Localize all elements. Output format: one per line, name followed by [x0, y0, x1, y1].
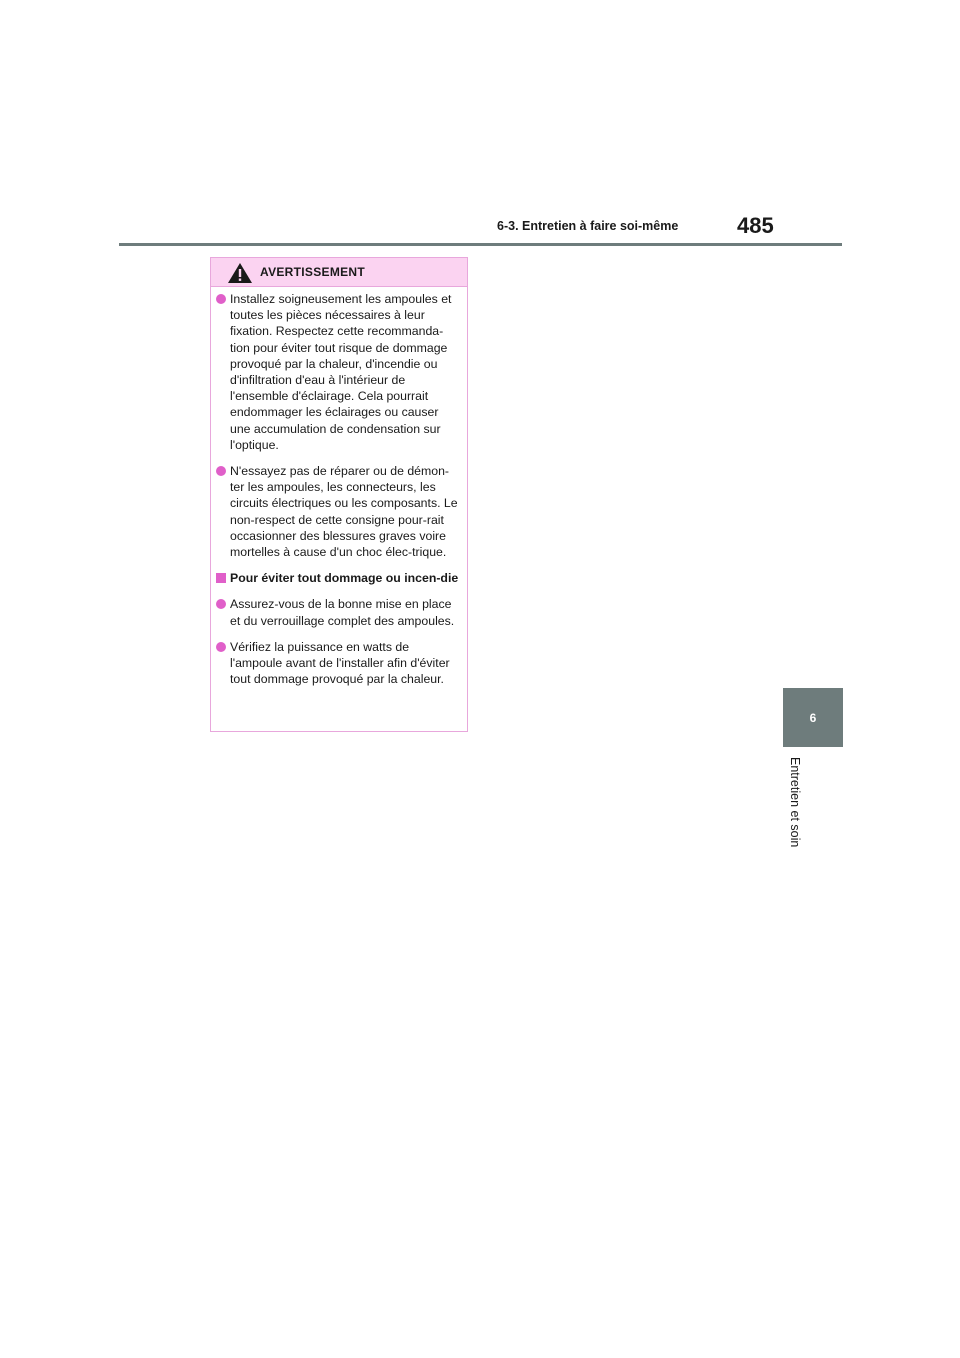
warning-title: AVERTISSEMENT	[260, 265, 366, 279]
bullet-icon	[216, 294, 226, 304]
list-item-text: Vérifiez la puissance en watts de l'ampoule avant de l'installer afin d'éviter tout dommage provoqué par la chaleur.	[230, 639, 450, 687]
warning-header	[211, 258, 467, 287]
page-number: 485	[737, 213, 774, 238]
list-item-text: Assurez-vous de la bonne mise en place et du verrouillage complet des ampoules.	[230, 597, 455, 628]
list-item	[215, 639, 459, 688]
list-item-text: N'essayez pas de réparer ou de démon-ter les ampoules, les connecteurs, les circuits électriques ou les composants. Le non-respect de cette consigne pour-rait occasionner des blessures graves voire mortelles à cause d'un choc élec-trique.	[230, 464, 458, 560]
bullet-icon	[216, 599, 226, 609]
chapter-title: Entretien et soin	[788, 757, 802, 848]
warning-body	[211, 287, 467, 687]
warning-box	[210, 257, 468, 732]
subheading	[215, 570, 459, 586]
warning-triangle-icon	[227, 262, 253, 284]
header-section-title: 6-3. Entretien à faire soi-même	[497, 219, 679, 233]
list-item	[215, 596, 459, 628]
bullet-icon	[216, 642, 226, 652]
subheading-text: Pour éviter tout dommage ou incen-die	[230, 571, 459, 586]
square-bullet-icon	[216, 573, 226, 583]
bullet-icon	[216, 466, 226, 476]
list-item-text: Installez soigneusement les ampoules et toutes les pièces nécessaires à leur fixation. Respectez cette recommanda-tion pour éviter tout risque de dommage provoqué par la chaleur, d'incendie ou d'infiltration d'eau à l'intérieur de l'ensemble d'éclairage. Cela pourrait endommager les éclairages ou causer une accumulation de condensation sur l'optique.	[230, 292, 452, 452]
list-item	[215, 463, 459, 560]
list-item	[215, 291, 459, 453]
chapter-number: 6	[809, 710, 817, 725]
header-rule	[119, 243, 842, 246]
chapter-tab	[783, 688, 843, 747]
